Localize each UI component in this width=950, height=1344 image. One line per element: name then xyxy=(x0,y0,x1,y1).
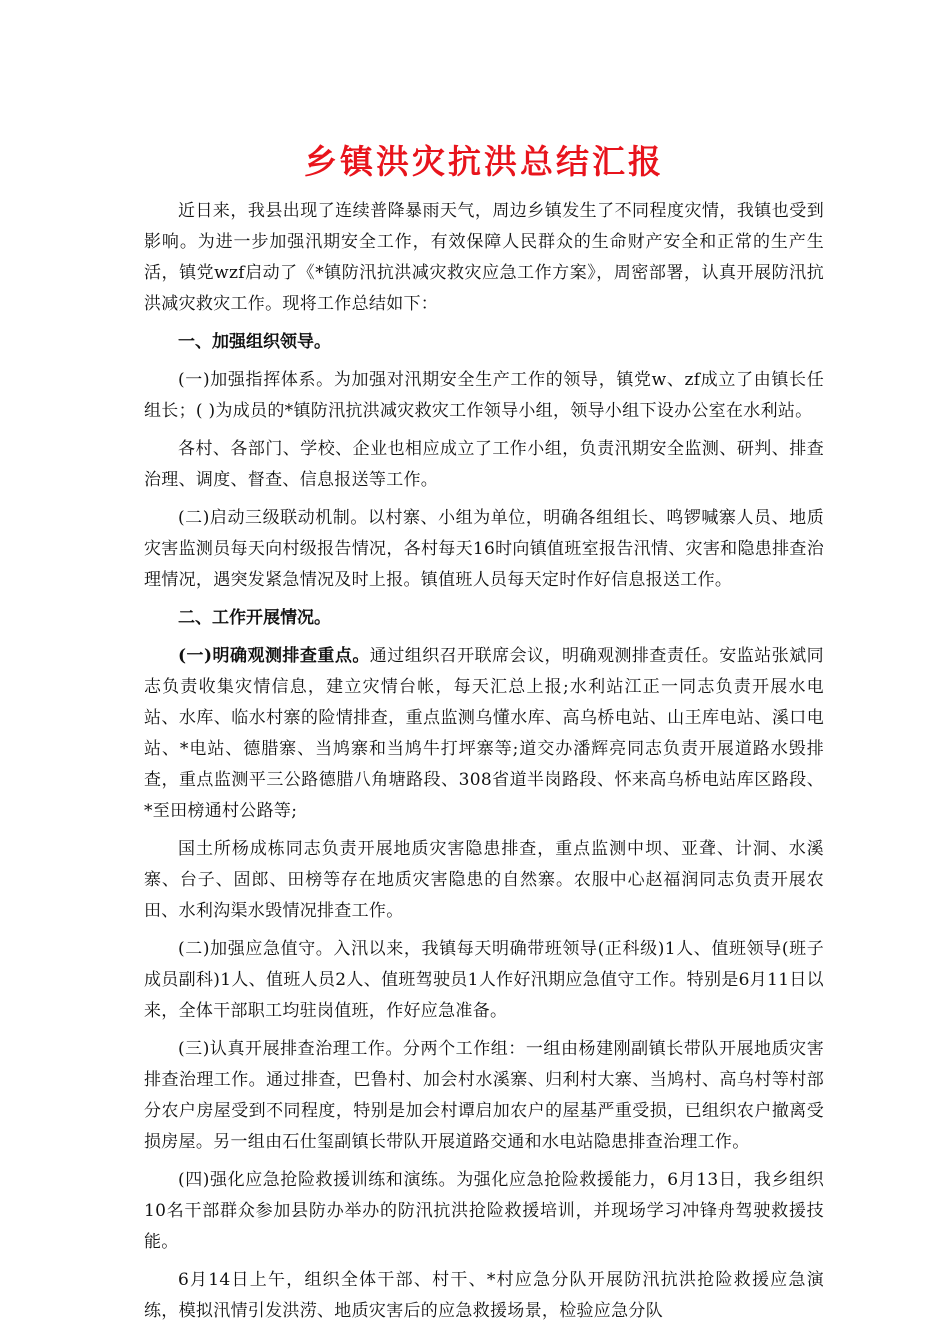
document-title: 乡镇洪灾抗洪总结汇报 xyxy=(304,142,664,181)
section1-paragraph-2: 各村、各部门、学校、企业也相应成立了工作小组，负责汛期安全监测、研判、排查治理、调度、督查、信息报送等工作。 xyxy=(144,439,824,490)
section2-paragraph-1 xyxy=(144,641,824,827)
section1-paragraph-3: (二)启动三级联动机制。以村寨、小组为单位，明确各组组长、鸣锣喊寨人员、地质灾害监测员每天向村级报告情况，各村每天16时向镇值班室报告汛情、灾害和隐患排查治理情况，遇突发紧急情况及时上报。镇值班人员每天定时作好信息报送工作。 xyxy=(144,508,824,590)
section2-paragraph-5: (四)强化应急抢险救援训练和演练。为强化应急抢险救援能力，6月13日，我乡组织10名干部群众参加县防办举办的防汛抗洪抢险救援培训，并现场学习冲锋舟驾驶救援技能。 xyxy=(144,1170,824,1252)
intro-paragraph: 近日来，我县出现了连续普降暴雨天气，周边乡镇发生了不同程度灾情，我镇也受到影响。为进一步加强汛期安全工作，有效保障人民群众的生命财产安全和正常的生产生活，镇党wzf启动了《*镇防汛抗洪减灾救灾应急工作方案》，周密部署，认真开展防汛抗洪减灾救灾工作。现将工作总结如下： xyxy=(144,201,824,314)
section1-paragraph-1: (一)加强指挥体系。为加强对汛期安全生产工作的领导，镇党w、zf成立了由镇长任组长；( )为成员的*镇防汛抗洪减灾救灾工作领导小组，领导小组下设办公室在水利站。 xyxy=(144,370,824,421)
section2-paragraph-2: 国土所杨成栋同志负责开展地质灾害隐患排查，重点监测中坝、亚聋、计洞、水溪寨、台子、固郎、田榜等存在地质灾害隐患的自然寨。农服中心赵福润同志负责开展农田、水利沟渠水毁情况排查工作。 xyxy=(144,839,824,921)
section2-paragraph-3: (二)加强应急值守。入汛以来，我镇每天明确带班领导(正科级)1人、值班领导(班子成员副科)1人、值班人员2人、值班驾驶员1人作好汛期应急值守工作。特别是6月11日以来，全体干部职工均驻岗值班，作好应急准备。 xyxy=(144,939,824,1021)
section2-paragraph-1-lead: (一)明确观测排查重点。 xyxy=(178,646,370,666)
document-body xyxy=(144,140,824,1334)
section-heading-2: 二、工作开展情况。 xyxy=(178,608,331,628)
section2-paragraph-1-body: 通过组织召开联席会议，明确观测排查责任。安监站张斌同志负责收集灾情信息，建立灾情台帐，每天汇总上报;水利站江正一同志负责开展水电站、水库、临水村寨的险情排查，重点监测乌懂水库、高乌桥电站、山王库电站、溪口电站、*电站、德腊寨、当鸠寨和当鸠牛打坪寨等;道交办潘辉亮同志负责开展道路水毁排查，重点监测平三公路德腊八角塘路段、308省道半岗路段、怀来高乌桥电站库区路段、*至田榜通村公路等; xyxy=(144,646,824,821)
section2-paragraph-6: 6月14日上午，组织全体干部、村干、*村应急分队开展防汛抗洪抢险救援应急演练，模拟汛情引发洪涝、地质灾害后的应急救援场景，检验应急分队 xyxy=(144,1270,824,1321)
section2-paragraph-4: (三)认真开展排查治理工作。分两个工作组：一组由杨建刚副镇长带队开展地质灾害排查治理工作。通过排查，巴鲁村、加会村水溪寨、归利村大寨、当鸠村、高乌村等村部分农户房屋受到不同程度，特别是加会村谭启加农户的屋基严重受损，已组织农户撤离受损房屋。另一组由石仕玺副镇长带队开展道路交通和水电站隐患排查治理工作。 xyxy=(144,1039,824,1152)
section-heading-1: 一、加强组织领导。 xyxy=(178,332,331,352)
